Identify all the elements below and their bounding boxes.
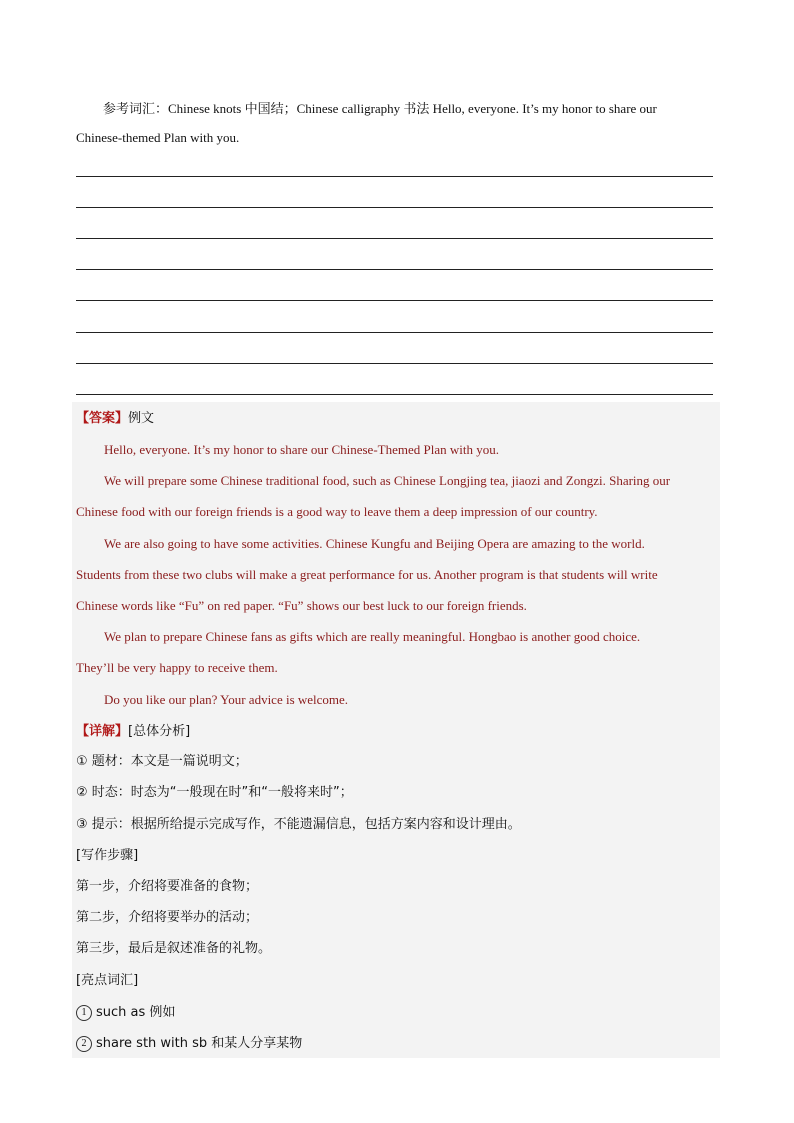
step-item: 第二步，介绍将要举办的活动； — [76, 910, 259, 925]
answer-tag: 【答案】 — [76, 411, 129, 426]
vocab-item — [76, 1002, 175, 1023]
vocab-heading: [亮点词汇] — [76, 973, 139, 988]
answer-tag-suffix: 例文 — [128, 411, 155, 426]
writing-line — [76, 207, 713, 208]
vocab-item-text: such as 例如 — [96, 1005, 176, 1020]
writing-line — [76, 300, 713, 301]
analysis-item-text: 题材：本文是一篇说明文； — [91, 754, 248, 769]
writing-line — [76, 363, 713, 364]
item-number: ① — [76, 754, 88, 769]
answer-line: They’ll be very happy to receive them. — [76, 660, 278, 675]
item-number: 1 — [76, 1005, 92, 1021]
vocab-item-text: share sth with sb 和某人分享某物 — [96, 1036, 303, 1051]
writing-line — [76, 269, 713, 270]
answer-line: Do you like our plan? Your advice is welcome. — [104, 692, 349, 707]
item-number: ② — [76, 785, 88, 800]
writing-line — [76, 394, 713, 395]
analysis-item — [76, 783, 353, 803]
item-number: 2 — [76, 1036, 92, 1052]
detail-tag: 【详解】 — [76, 724, 129, 739]
answer-line: Hello, everyone. It’s my honor to share our Chinese-Themed Plan with you. — [104, 442, 499, 457]
analysis-item-text: 提示：根据所给提示完成写作，不能遗漏信息，包括方案内容和设计理由。 — [91, 817, 521, 832]
step-item: 第三步，最后是叙述准备的礼物。 — [76, 941, 272, 956]
detail-tag-suffix: [总体分析] — [128, 724, 191, 739]
analysis-item-text: 时态：时态为“一般现在时”和“一般将来时”； — [91, 785, 353, 800]
steps-heading: [写作步骤] — [76, 848, 139, 863]
answer-heading — [76, 408, 154, 429]
answer-line: We are also going to have some activities. Chinese Kungfu and Beijing Opera are amazing to the world. — [104, 536, 645, 551]
answer-line: We plan to prepare Chinese fans as gifts which are really meaningful. Hongbao is another good choice. — [104, 629, 641, 644]
vocab-text: Chinese knots 中国结；Chinese calligraphy 书法 Hello, everyone. It’s my honor to share our — [168, 101, 657, 116]
answer-line: Students from these two clubs will make a great performance for us. Another program is that students will write — [76, 567, 658, 582]
detail-heading — [76, 721, 190, 742]
item-number: ③ — [76, 817, 88, 832]
vocab-reference-line — [103, 98, 657, 117]
vocab-label: 参考词汇： — [103, 102, 169, 117]
answer-line: Chinese words like “Fu” on red paper. “Fu” shows our best luck to our foreign friends. — [76, 598, 527, 613]
writing-line — [76, 238, 713, 239]
analysis-item — [76, 815, 521, 835]
writing-line — [76, 176, 713, 177]
vocab-reference-line-2: Chinese-themed Plan with you. — [76, 130, 240, 145]
step-item: 第一步，介绍将要准备的食物； — [76, 879, 259, 894]
answer-line: Chinese food with our foreign friends is a good way to leave them a deep impression of our country. — [76, 504, 598, 519]
analysis-item — [76, 752, 248, 772]
answer-line: We will prepare some Chinese traditional food, such as Chinese Longjing tea, jiaozi and Zongzi. Sharing our — [104, 473, 671, 488]
writing-line — [76, 332, 713, 333]
vocab-item — [76, 1033, 302, 1054]
